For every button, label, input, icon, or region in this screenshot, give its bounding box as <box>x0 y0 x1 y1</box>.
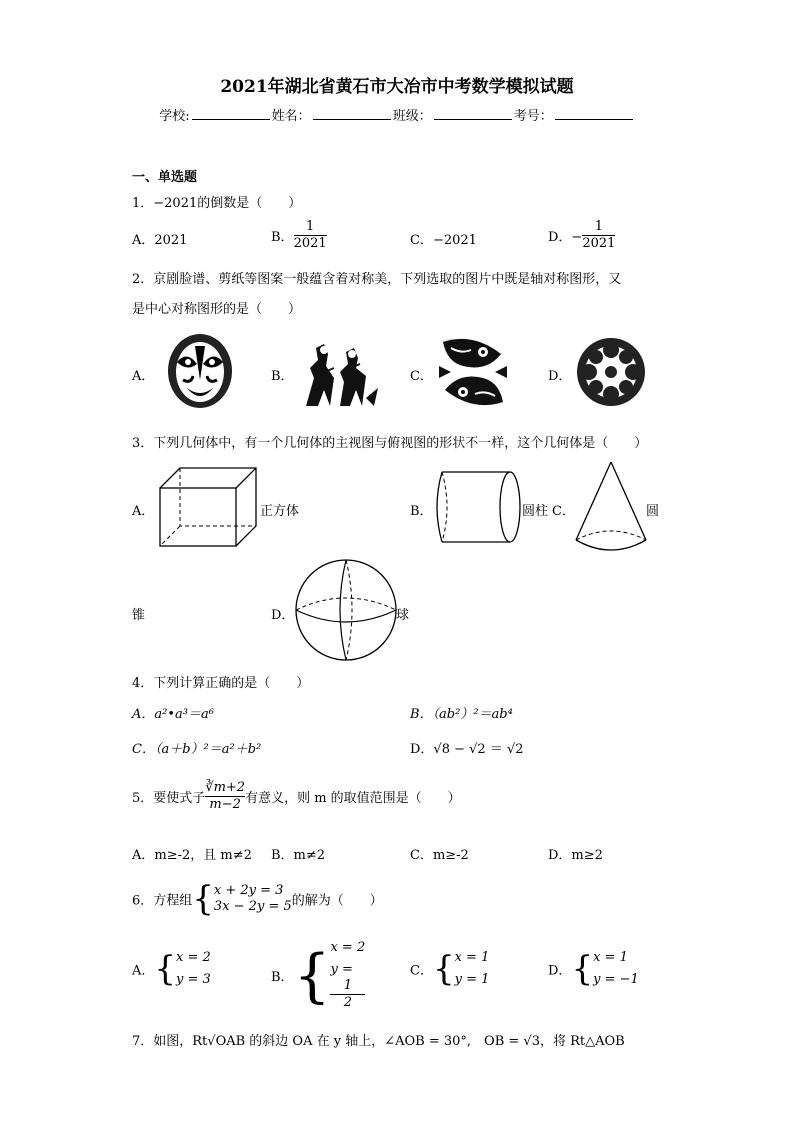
q5-numerator: ∛m+2 <box>205 780 246 795</box>
q3-b-name: 圆柱 <box>522 504 549 519</box>
q2-stem-line1: 2．京剧脸谱、剪纸等图案一般蕴含着对称美，下列选取的图片中既是轴对称图形，又 <box>132 272 622 287</box>
q6-option-c: C．{ x = 1 y = 1 <box>410 949 490 989</box>
sphere-figure <box>294 558 398 662</box>
q2-option-a: A． <box>132 369 155 384</box>
q3-option-a: A． <box>132 504 155 519</box>
q6-equation-1: x + 2y = 3 <box>213 883 284 898</box>
q5-option-a: A．m≥-2，且 m≠2 <box>132 848 252 863</box>
q5-denominator: m−2 <box>205 796 245 813</box>
q3-d-name: 球 <box>396 608 410 623</box>
opera-mask-image <box>165 332 235 410</box>
class-blank <box>434 107 512 120</box>
q1-stem: 1．−2021的倒数是（ ） <box>132 196 302 211</box>
school-blank <box>192 107 270 120</box>
q4-option-b: B．（ab²）²＝ab⁴ <box>410 707 513 722</box>
paper-cut-fish-image <box>437 332 509 412</box>
cylinder-figure <box>430 470 522 544</box>
page-title: 2021年湖北省黄石市大冶市中考数学模拟试题 <box>220 77 574 97</box>
name-label: 姓名： <box>271 109 311 124</box>
q1-d-denominator: 2021 <box>582 236 616 251</box>
q2-stem-line2: 是中心对称图形的是（ ） <box>132 302 302 317</box>
paper-cut-figures-image <box>300 338 380 408</box>
q3-option-c: C． <box>552 504 575 519</box>
number-blank <box>555 107 633 120</box>
q1-option-c: C．−2021 <box>410 233 477 248</box>
q2-option-c: C． <box>410 369 433 384</box>
q7-stem: 7．如图，Rt√OAB 的斜边 OA 在 y 轴上，∠AOB = 30°, OB = √3，将 Rt△AOB <box>132 1034 625 1049</box>
q6-option-a: A．{ x = 2 y = 3 <box>132 949 211 989</box>
q5-stem: 5．要使式子 $\frac{∛m+2}{m-2}$ 有意义，则 m 的取值范围是（ ） <box>132 780 461 812</box>
q1-b-denominator: 2021 <box>293 236 327 251</box>
q6-stem: 6．方程组{ x + 2y = 3 3x − 2y = 5 的解为（ ） <box>132 879 383 919</box>
q1-option-d: D．− $\frac{1}{2021}$ <box>548 219 616 251</box>
q5-option-d: D．m≥2 <box>548 848 603 863</box>
school-label: 学校: <box>159 109 190 124</box>
cube-figure <box>158 466 258 548</box>
q5-option-c: C．m≥-2 <box>410 848 469 863</box>
q3-a-name: 正方体 <box>260 504 300 519</box>
q6-equation-2: 3x − 2y = 5 <box>213 899 292 914</box>
q3-option-b: B． <box>410 504 433 519</box>
q1-b-numerator: 1 <box>305 219 315 234</box>
cone-figure <box>574 460 648 552</box>
q1-d-numerator: 1 <box>594 219 604 234</box>
name-blank <box>313 107 391 120</box>
q4-option-a: A．a²•a³＝a⁶ <box>132 707 214 722</box>
q1-option-a: A．2021 <box>132 233 188 248</box>
student-info-line <box>0 105 794 124</box>
q1-option-b: B． $\frac{1}{2021}$ <box>271 219 327 251</box>
q5-option-b: B．m≠2 <box>271 848 326 863</box>
q6-option-d: D．{ x = 1 y = −1 <box>548 949 639 989</box>
section-heading: 一、单选题 <box>132 170 198 185</box>
q4-option-d: D．√8 − √2 ＝ √2 <box>410 742 524 757</box>
q6-option-b: B．{ x = 2 y = 1 2 <box>271 940 366 1010</box>
q3-c-name: 圆 <box>646 504 660 519</box>
paper-cut-flower-image <box>575 336 647 408</box>
q4-option-c: C．（a＋b）²＝a²＋b² <box>132 742 262 757</box>
number-label: 考号： <box>513 109 553 124</box>
q3-option-d: D． <box>271 608 295 623</box>
q3-stem: 3．下列几何体中，有一个几何体的主视图与俯视图的形状不一样，这个几何体是（ ） <box>132 436 648 451</box>
q2-option-b: B． <box>271 369 294 384</box>
q2-option-d: D． <box>548 369 572 384</box>
q3-c-name-continued: 锥 <box>132 608 146 623</box>
q4-stem: 4．下列计算正确的是（ ） <box>132 676 310 691</box>
class-label: 班级： <box>392 109 432 124</box>
